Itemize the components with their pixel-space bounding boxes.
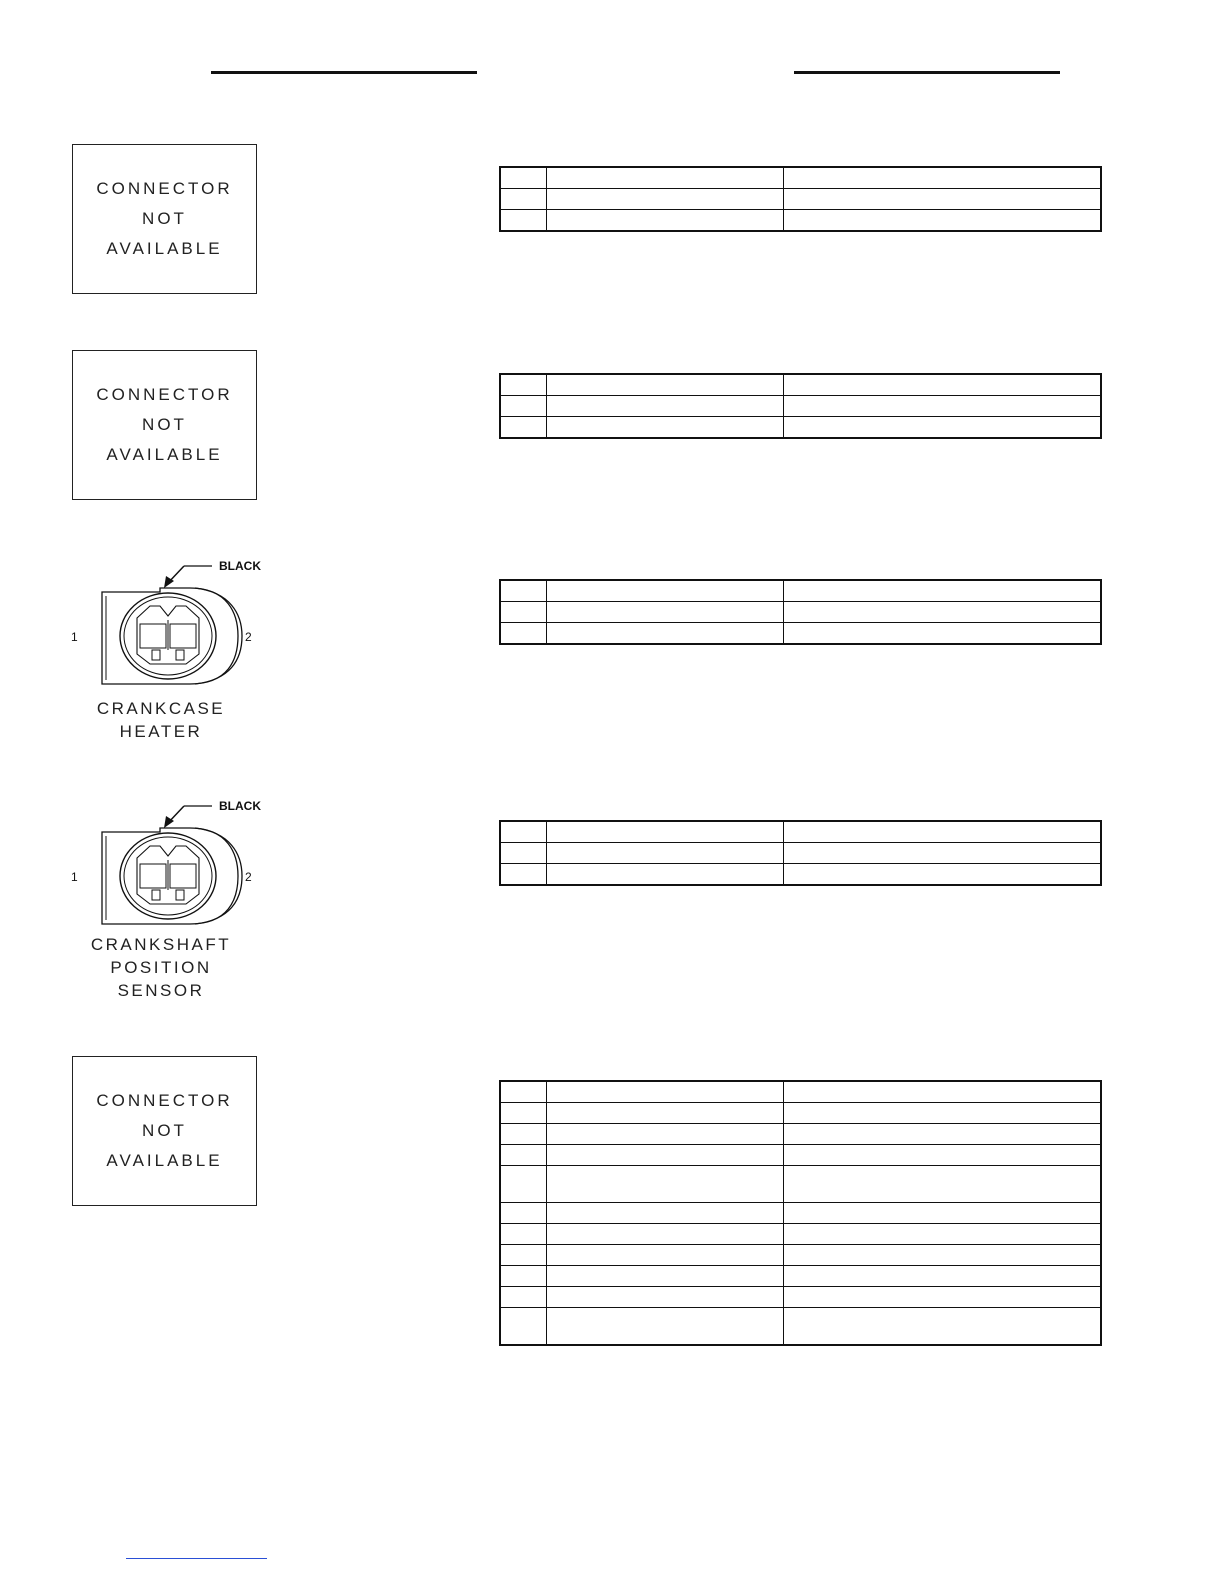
caption-line-2: POSITION: [110, 958, 212, 977]
pin-cell: [500, 623, 547, 645]
pin-cell: [500, 396, 547, 417]
wire-cell: [547, 1166, 784, 1203]
na-line-3: AVAILABLE: [106, 1151, 223, 1170]
pin-cell: [500, 1266, 547, 1287]
table-row: [500, 1166, 1101, 1203]
na-line-2: NOT: [142, 1121, 187, 1140]
function-cell: [784, 396, 1102, 417]
pin-cell: [500, 1224, 547, 1245]
wire-cell: [547, 580, 784, 602]
pin-1-label: 1: [71, 870, 78, 884]
pin-cell: [500, 210, 547, 232]
function-cell: [784, 1245, 1102, 1266]
wire-cell: [547, 374, 784, 396]
function-cell: [784, 1287, 1102, 1308]
table-row: [500, 189, 1101, 210]
table-row: [500, 821, 1101, 843]
table-row: [500, 602, 1101, 623]
function-cell: [784, 602, 1102, 623]
table-row: [500, 1224, 1101, 1245]
table-row: [500, 374, 1101, 396]
function-cell: [784, 580, 1102, 602]
table-row: [500, 580, 1101, 602]
pin-cell: [500, 1203, 547, 1224]
function-cell: [784, 843, 1102, 864]
pin-cell: [500, 580, 547, 602]
table-row: [500, 1287, 1101, 1308]
na-line-1: CONNECTOR: [96, 179, 233, 198]
function-cell: [784, 1224, 1102, 1245]
wire-cell: [547, 1224, 784, 1245]
pin-cell: [500, 1145, 547, 1166]
crankshaft-sensor-connector-drawing: [60, 790, 270, 935]
table-row: [500, 1124, 1101, 1145]
function-cell: [784, 417, 1102, 439]
pin-cell: [500, 1287, 547, 1308]
pin-cell: [500, 1166, 547, 1203]
connector-not-available-box-2: [72, 350, 257, 500]
function-cell: [784, 1308, 1102, 1346]
function-cell: [784, 374, 1102, 396]
pin-cell: [500, 602, 547, 623]
table-row: [500, 1203, 1101, 1224]
wire-cell: [547, 623, 784, 645]
pin-cell: [500, 821, 547, 843]
function-cell: [784, 1081, 1102, 1103]
table-row: [500, 210, 1101, 232]
pin-cell: [500, 1124, 547, 1145]
crankcase-heater-connector-drawing: [60, 550, 270, 695]
pin-cell: [500, 1308, 547, 1346]
na-line-1: CONNECTOR: [96, 385, 233, 404]
header-rule-left: [211, 71, 477, 74]
pin-2-label: 2: [245, 630, 252, 644]
table-row: [500, 623, 1101, 645]
wire-cell: [547, 1266, 784, 1287]
function-cell: [784, 821, 1102, 843]
function-cell: [784, 1203, 1102, 1224]
wire-cell: [547, 396, 784, 417]
caption-line-3: SENSOR: [117, 981, 205, 1000]
pin-table-4: [499, 820, 1102, 886]
pin-cell: [500, 1103, 547, 1124]
table-row: [500, 1145, 1101, 1166]
table-row: [500, 1308, 1101, 1346]
wire-cell: [547, 843, 784, 864]
callout-label: BLACK: [219, 799, 261, 813]
caption-line-1: CRANKSHAFT: [90, 935, 232, 954]
function-cell: [784, 210, 1102, 232]
function-cell: [784, 623, 1102, 645]
wire-cell: [547, 1245, 784, 1266]
wire-cell: [547, 189, 784, 210]
callout-label: BLACK: [219, 559, 261, 573]
wire-cell: [547, 417, 784, 439]
crankcase-heater-caption: [61, 697, 261, 743]
function-cell: [784, 1124, 1102, 1145]
table-row: [500, 417, 1101, 439]
table-row: [500, 1081, 1101, 1103]
table-row: [500, 396, 1101, 417]
na-line-3: AVAILABLE: [106, 239, 223, 258]
wire-cell: [547, 210, 784, 232]
connector-not-available-box-1: [72, 144, 257, 294]
pin-table-2: [499, 373, 1102, 439]
wire-cell: [547, 602, 784, 623]
function-cell: [784, 167, 1102, 189]
wire-cell: [547, 864, 784, 886]
pin-cell: [500, 189, 547, 210]
wire-cell: [547, 1103, 784, 1124]
wire-cell: [547, 1308, 784, 1346]
pin-cell: [500, 864, 547, 886]
table-row: [500, 167, 1101, 189]
na-line-1: CONNECTOR: [96, 1091, 233, 1110]
table-row: [500, 1245, 1101, 1266]
pin-cell: [500, 167, 547, 189]
connector-not-available-box-3: [72, 1056, 257, 1206]
pin-cell: [500, 1245, 547, 1266]
caption-line-2: HEATER: [119, 722, 203, 741]
pin-1-label: 1: [71, 630, 78, 644]
wire-cell: [547, 1124, 784, 1145]
table-row: [500, 1103, 1101, 1124]
function-cell: [784, 1145, 1102, 1166]
wire-cell: [547, 1145, 784, 1166]
header-rule-right: [794, 71, 1060, 74]
wire-cell: [547, 821, 784, 843]
wire-cell: [547, 1081, 784, 1103]
pin-table-1: [499, 166, 1102, 232]
table-row: [500, 843, 1101, 864]
pin-table-3: [499, 579, 1102, 645]
pin-cell: [500, 417, 547, 439]
pin-cell: [500, 843, 547, 864]
function-cell: [784, 864, 1102, 886]
wire-cell: [547, 1287, 784, 1308]
pin-cell: [500, 374, 547, 396]
na-line-3: AVAILABLE: [106, 445, 223, 464]
table-row: [500, 864, 1101, 886]
table-row: [500, 1266, 1101, 1287]
wire-cell: [547, 167, 784, 189]
function-cell: [784, 189, 1102, 210]
function-cell: [784, 1166, 1102, 1203]
crankshaft-sensor-caption: [61, 933, 261, 1002]
na-line-2: NOT: [142, 209, 187, 228]
caption-line-1: CRANKCASE: [96, 699, 226, 718]
pin-table-5: [499, 1080, 1102, 1346]
pin-cell: [500, 1081, 547, 1103]
wire-cell: [547, 1203, 784, 1224]
function-cell: [784, 1103, 1102, 1124]
pin-2-label: 2: [245, 870, 252, 884]
function-cell: [784, 1266, 1102, 1287]
na-line-2: NOT: [142, 415, 187, 434]
footer-link-underline[interactable]: [126, 1558, 267, 1559]
